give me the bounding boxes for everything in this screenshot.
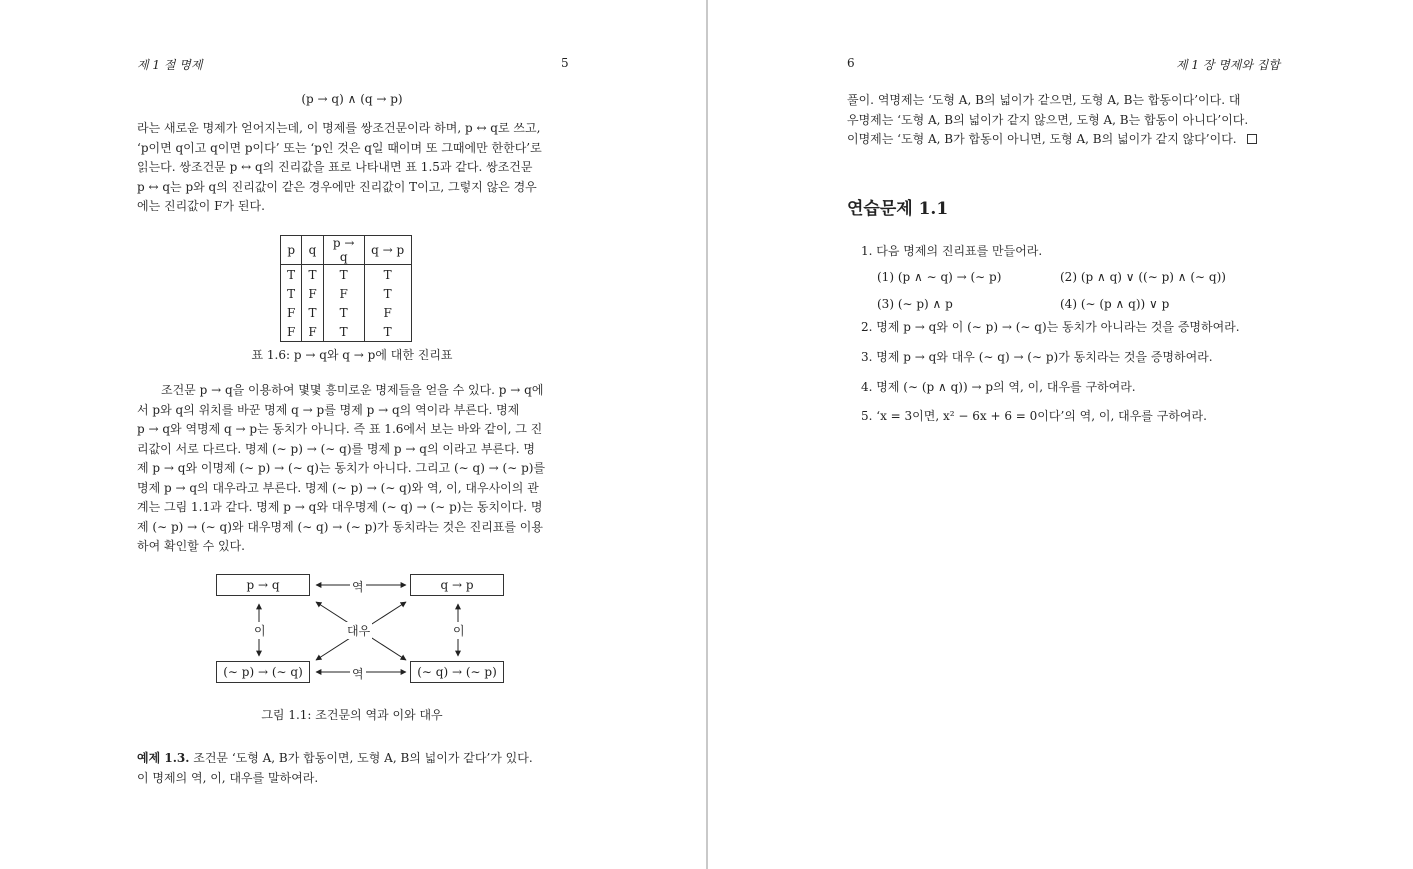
paragraph-2-line: 제 p → q와 이명제 (∼ p) → (∼ q)는 동치가 아니다. 그리고 (∼ q) → (∼ p)를 [137,461,546,475]
node-contrapositive: (∼ q) → (∼ p) [410,661,504,683]
paragraph-2-line: 계는 그림 1.1과 같다. 명제 p → q와 대우명제 (∼ q) → (∼ p)는 동치이다. 명 [137,500,543,514]
qed-square-icon [1247,134,1257,144]
problem-3: 3. 명제 p → q와 대우 (∼ q) → (∼ p)가 동치라는 것을 증명하여라. [861,350,1213,364]
right-header-chapter: 제 1 장 명제와 집합 [1175,58,1280,72]
solution-line: 이명제는 ‘도형 A, B가 합동이 아니면, 도형 A, B의 넓이가 같지 않다’이다. [847,132,1237,146]
problem-1-part-4: (4) (∼ (p ∧ q)) ∨ p [1060,297,1170,311]
solution-line: 우명제는 ‘도형 A, B의 넓이가 같지 않으면, 도형 A, B는 합동이 아니다’이다. [847,112,1249,127]
table-cell: F [364,303,411,322]
label-converse-bottom: 역 [352,667,364,681]
problem-2: 2. 명제 p → q와 이 (∼ p) → (∼ q)는 동치가 아니라는 것을 증명하여라. [861,320,1240,334]
table-cell: T [302,303,323,322]
paragraph-1-line: 읽는다. 쌍조건문 p ↔ q의 진리값을 표로 나타내면 표 1.5과 같다. 쌍조건문 [137,160,533,174]
example-line [137,749,567,769]
table-cell: F [281,322,302,342]
table-cell: T [323,303,364,322]
table-header-cell: q [302,236,323,265]
table-cell: F [302,284,323,303]
paragraph-2-line: 리값이 서로 다르다. 명제 (∼ p) → (∼ q)를 명제 p → q의 이라고 부른다. 명 [137,441,535,456]
paragraph-1-line: 에는 진리값이 F가 된다. [137,199,265,213]
problem-1-part-1: (1) (p ∧ ∼ q) → (∼ p) [877,270,1002,284]
table-cell: T [364,284,411,303]
table-cell: F [302,322,323,342]
label-inverse-left: 이 [254,624,266,638]
table-header-cell: q → p [364,236,411,265]
example-text: 조건문 ‘도형 A, B가 합동이면, 도형 A, B의 넓이가 같다’가 있다. [189,751,533,765]
label-inverse-right: 이 [453,624,465,638]
table-cell: F [281,303,302,322]
table-row [281,303,412,322]
example-label: 예제 1.3. [137,751,190,765]
paragraph-2-line: 조건문 p → q을 이용하여 몇몇 흥미로운 명제들을 얻을 수 있다. p → q에 [161,383,544,397]
left-header-section: 제 1 절 명제 [137,58,203,72]
problem-5: 5. ‘x = 3이면, x² − 6x + 6 = 0이다’의 역, 이, 대우를 구하여라. [861,409,1207,423]
paragraph-2-line: 명제 p → q의 대우라고 부른다. 명제 (∼ p) → (∼ q)와 역, 이, 대우사이의 관 [137,480,539,495]
left-page [0,0,706,869]
table-cell: T [364,322,411,342]
paragraph-1-line: p ↔ q는 p와 q의 진리값이 같은 경우에만 진리값이 T이고, 그렇지 않은 경우 [137,179,537,194]
problem-1: 1. 다음 명제의 진리표를 만들어라. [861,244,1043,258]
paragraph-2-line: p → q와 역명제 q → p는 동치가 아니다. 즉 표 1.6에서 보는 바와 같이, 그 진 [137,422,543,436]
node-p-implies-q: p → q [216,574,310,596]
problem-1-part-3: (3) (∼ p) ∧ p [877,297,953,311]
exercise-section-title: 연습문제 1.1 [847,199,949,219]
node-q-implies-p: q → p [410,574,504,596]
table-caption: 표 1.6: p → q와 q → p에 대한 진리표 [251,348,453,362]
example-line: 이 명제의 역, 이, 대우를 말하여라. [137,770,319,785]
right-page [708,0,1413,869]
table-cell: T [281,284,302,303]
table-cell: T [323,322,364,342]
paragraph-2-line: 제 (∼ p) → (∼ q)와 대우명제 (∼ q) → (∼ p)가 동치라는 것은 진리표를 이용 [137,519,543,534]
truth-table [280,235,412,342]
left-page-number: 5 [561,56,569,70]
truth-table-wrap [280,235,412,342]
table-row [281,265,412,285]
table-cell: T [323,265,364,285]
label-contrapositive-center: 대우 [347,624,371,638]
paragraph-1 [137,119,567,217]
table-cell: T [302,265,323,285]
table-header-row [281,236,412,265]
table-cell: T [281,265,302,285]
solution-block [847,91,1280,150]
node-inverse: (∼ p) → (∼ q) [216,661,310,683]
problem-1-part-2: (2) (p ∧ q) ∨ ((∼ p) ∧ (∼ q)) [1060,270,1226,284]
table-header-cell: p → q [323,236,364,265]
right-page-number: 6 [847,56,855,70]
table-cell: F [323,284,364,303]
converse-diagram [216,574,504,686]
solution-line: 풀이. 역명제는 ‘도형 A, B의 넓이가 같으면, 도형 A, B는 합동이다’이다. 대 [847,93,1241,107]
figure-caption: 그림 1.1: 조건문의 역과 이와 대우 [261,708,443,722]
table-row [281,322,412,342]
solution-line-last [847,130,1280,150]
paragraph-2 [137,381,567,557]
table-row [281,284,412,303]
paragraph-2-line: 서 p와 q의 위치를 바꾼 명제 q → p를 명제 p → q의 역이라 부른다. 명제 [137,402,520,417]
paragraph-1-line: ‘p이면 q이고 q이면 p이다’ 또는 ‘p인 것은 q일 때이며 또 그때에만 한한다’로 [137,140,542,155]
paragraph-1-line: 라는 새로운 명제가 얻어지는데, 이 명제를 쌍조건문이라 하며, p ↔ q로 쓰고, [137,121,541,135]
label-converse-top: 역 [352,580,364,594]
paragraph-2-line: 하여 확인할 수 있다. [137,539,245,553]
table-cell: T [364,265,411,285]
example-1-3 [137,749,567,788]
table-header-cell: p [281,236,302,265]
formula: (p → q) ∧ (q → p) [301,92,403,106]
problem-4: 4. 명제 (∼ (p ∧ q)) → p의 역, 이, 대우를 구하여라. [861,380,1136,394]
